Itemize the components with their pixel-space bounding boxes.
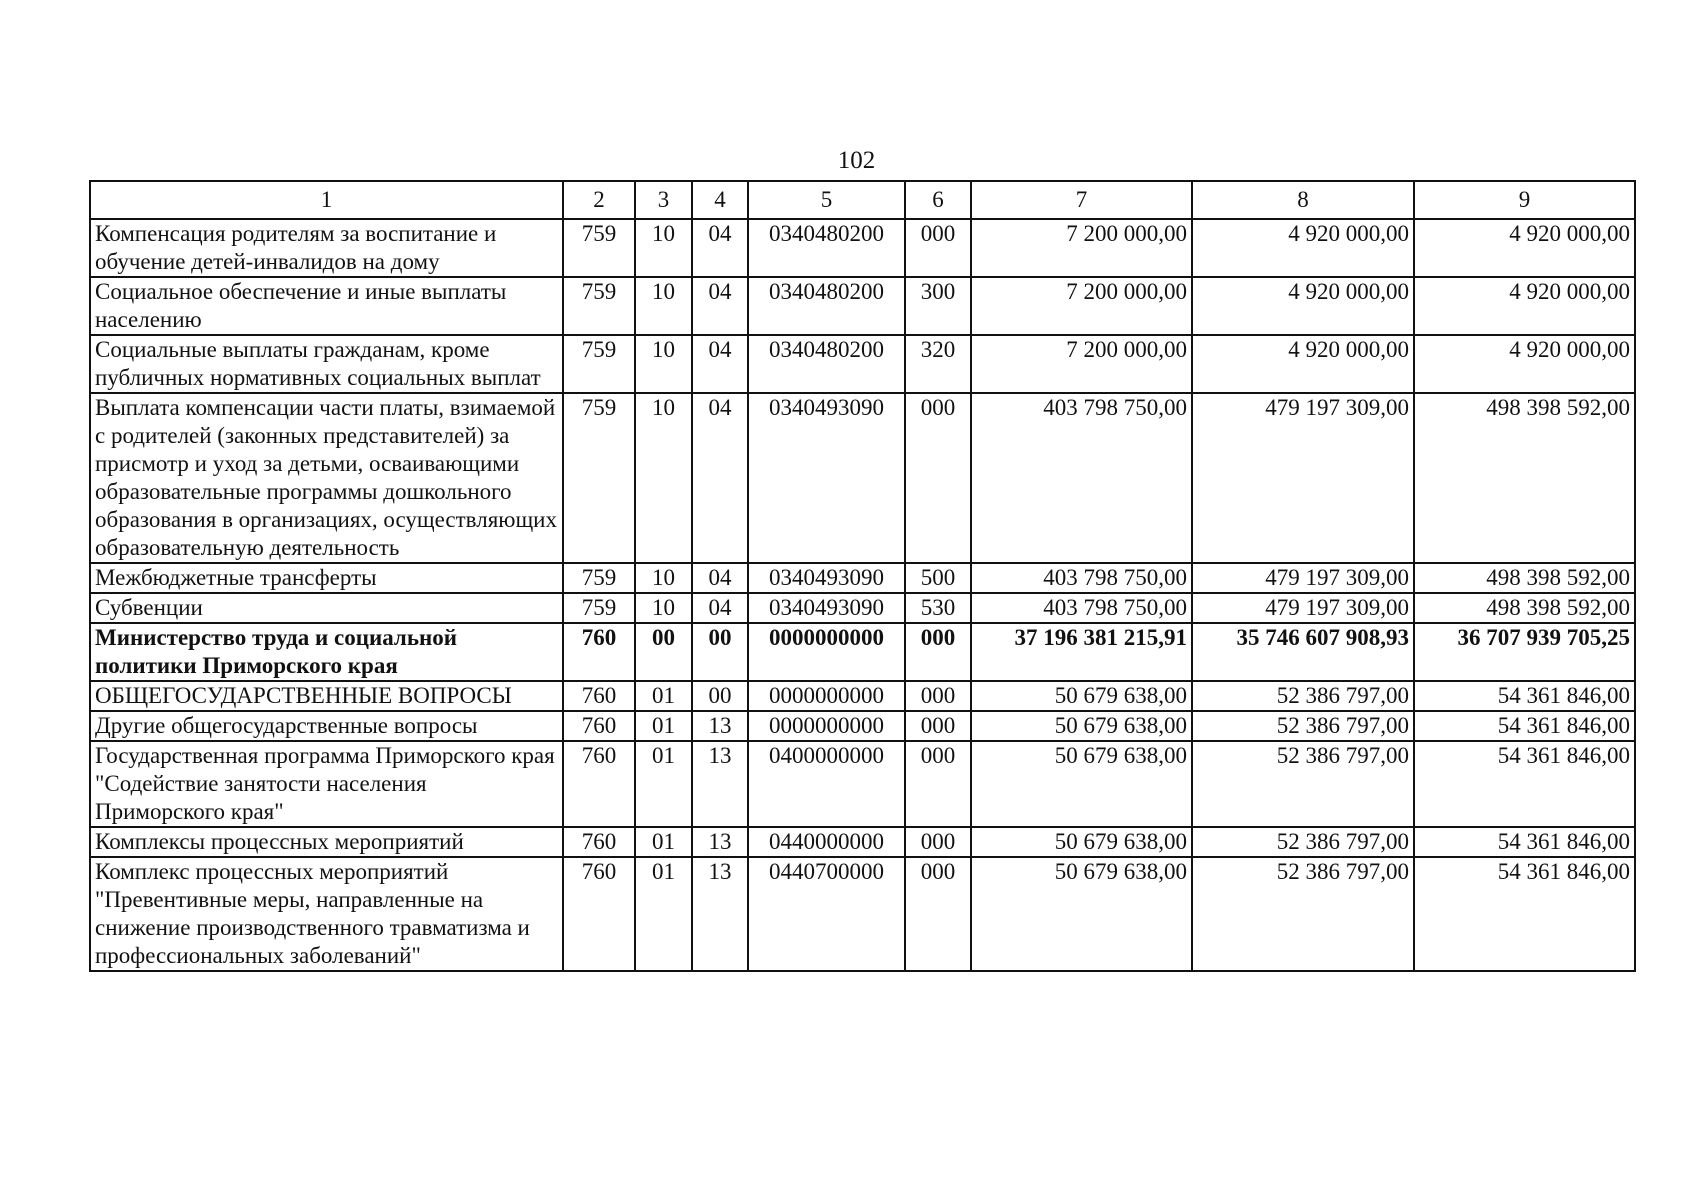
row-code-cell: 759 [563, 219, 635, 277]
row-code-cell: 10 [635, 593, 692, 623]
row-amount-cell: 4 920 000,00 [1414, 277, 1635, 335]
row-amount-cell: 7 200 000,00 [971, 219, 1192, 277]
row-code-cell: 0440700000 [748, 857, 905, 971]
row-code-cell: 0000000000 [748, 681, 905, 711]
row-code-cell: 0400000000 [748, 741, 905, 827]
row-code-cell: 00 [635, 623, 692, 681]
row-code-cell: 01 [635, 741, 692, 827]
row-code-cell: 500 [905, 563, 971, 593]
column-header: 1 [90, 181, 563, 219]
table-row [90, 741, 1635, 827]
row-code-cell: 00 [692, 623, 748, 681]
row-code-cell: 320 [905, 335, 971, 393]
row-amount-cell: 403 798 750,00 [971, 593, 1192, 623]
row-amount-cell: 4 920 000,00 [1192, 219, 1414, 277]
column-header: 8 [1192, 181, 1414, 219]
row-amount-cell: 36 707 939 705,25 [1414, 623, 1635, 681]
row-code-cell: 0340493090 [748, 393, 905, 563]
table-row [90, 711, 1635, 741]
row-amount-cell: 403 798 750,00 [971, 393, 1192, 563]
row-code-cell: 530 [905, 593, 971, 623]
row-code-cell: 0340480200 [748, 335, 905, 393]
row-code-cell: 10 [635, 219, 692, 277]
row-code-cell: 10 [635, 393, 692, 563]
table-row [90, 593, 1635, 623]
page-number: 102 [837, 147, 876, 174]
row-amount-cell: 4 920 000,00 [1192, 277, 1414, 335]
table-row [90, 857, 1635, 971]
row-code-cell: 0440000000 [748, 827, 905, 857]
row-amount-cell: 52 386 797,00 [1192, 857, 1414, 971]
table-row [90, 623, 1635, 681]
row-code-cell: 04 [692, 593, 748, 623]
row-name-cell: Выплата компенсации части платы, взимаемой с родителей (законных представителей) за присмотр и уход за детьми, осваивающими образовательные программы дошкольного образования в организациях, осуществляющих образовательную деятельность [90, 393, 563, 563]
row-code-cell: 000 [905, 623, 971, 681]
row-code-cell: 759 [563, 277, 635, 335]
row-amount-cell: 4 920 000,00 [1414, 219, 1635, 277]
header-row [90, 181, 1635, 219]
row-code-cell: 13 [692, 711, 748, 741]
row-code-cell: 13 [692, 857, 748, 971]
row-code-cell: 01 [635, 827, 692, 857]
row-amount-cell: 52 386 797,00 [1192, 711, 1414, 741]
row-code-cell: 0000000000 [748, 711, 905, 741]
row-amount-cell: 52 386 797,00 [1192, 741, 1414, 827]
row-code-cell: 760 [563, 681, 635, 711]
row-code-cell: 000 [905, 393, 971, 563]
row-name-cell: Комплекс процессных мероприятий "Превентивные меры, направленные на снижение производственного травматизма и профессиональных заболеваний" [90, 857, 563, 971]
row-code-cell: 000 [905, 219, 971, 277]
row-code-cell: 10 [635, 277, 692, 335]
row-amount-cell: 7 200 000,00 [971, 335, 1192, 393]
column-header: 3 [635, 181, 692, 219]
row-amount-cell: 54 361 846,00 [1414, 681, 1635, 711]
row-amount-cell: 4 920 000,00 [1192, 335, 1414, 393]
row-code-cell: 04 [692, 335, 748, 393]
row-code-cell: 13 [692, 741, 748, 827]
column-header: 2 [563, 181, 635, 219]
row-code-cell: 000 [905, 857, 971, 971]
row-name-cell: Субвенции [90, 593, 563, 623]
row-amount-cell: 52 386 797,00 [1192, 827, 1414, 857]
row-code-cell: 759 [563, 393, 635, 563]
row-amount-cell: 50 679 638,00 [971, 741, 1192, 827]
row-code-cell: 000 [905, 827, 971, 857]
row-name-cell: Социальные выплаты гражданам, кроме публичных нормативных социальных выплат [90, 335, 563, 393]
row-code-cell: 01 [635, 681, 692, 711]
row-code-cell: 0340493090 [748, 593, 905, 623]
row-amount-cell: 50 679 638,00 [971, 857, 1192, 971]
row-amount-cell: 54 361 846,00 [1414, 741, 1635, 827]
row-name-cell: Компенсация родителям за воспитание и обучение детей-инвалидов на дому [90, 219, 563, 277]
row-code-cell: 01 [635, 711, 692, 741]
row-code-cell: 00 [692, 681, 748, 711]
row-code-cell: 000 [905, 681, 971, 711]
row-code-cell: 760 [563, 827, 635, 857]
table-row [90, 563, 1635, 593]
row-code-cell: 760 [563, 623, 635, 681]
row-code-cell: 300 [905, 277, 971, 335]
row-amount-cell: 35 746 607 908,93 [1192, 623, 1414, 681]
row-code-cell: 04 [692, 393, 748, 563]
row-code-cell: 760 [563, 857, 635, 971]
table-row [90, 335, 1635, 393]
table-row [90, 393, 1635, 563]
row-amount-cell: 54 361 846,00 [1414, 857, 1635, 971]
row-amount-cell: 479 197 309,00 [1192, 393, 1414, 563]
row-amount-cell: 7 200 000,00 [971, 277, 1192, 335]
row-amount-cell: 479 197 309,00 [1192, 593, 1414, 623]
row-code-cell: 000 [905, 741, 971, 827]
row-amount-cell: 52 386 797,00 [1192, 681, 1414, 711]
row-amount-cell: 403 798 750,00 [971, 563, 1192, 593]
row-code-cell: 01 [635, 857, 692, 971]
row-code-cell: 04 [692, 219, 748, 277]
row-code-cell: 0340480200 [748, 219, 905, 277]
row-code-cell: 0340480200 [748, 277, 905, 335]
row-amount-cell: 498 398 592,00 [1414, 563, 1635, 593]
row-amount-cell: 54 361 846,00 [1414, 711, 1635, 741]
row-code-cell: 04 [692, 277, 748, 335]
row-code-cell: 760 [563, 741, 635, 827]
row-name-cell: Межбюджетные трансферты [90, 563, 563, 593]
column-header: 4 [692, 181, 748, 219]
row-code-cell: 759 [563, 563, 635, 593]
row-amount-cell: 479 197 309,00 [1192, 563, 1414, 593]
row-amount-cell: 50 679 638,00 [971, 681, 1192, 711]
row-code-cell: 0340493090 [748, 563, 905, 593]
row-amount-cell: 4 920 000,00 [1414, 335, 1635, 393]
column-header: 9 [1414, 181, 1635, 219]
row-name-cell: Социальное обеспечение и иные выплаты населению [90, 277, 563, 335]
row-name-cell: ОБЩЕГОСУДАРСТВЕННЫЕ ВОПРОСЫ [90, 681, 563, 711]
row-code-cell: 13 [692, 827, 748, 857]
row-name-cell: Комплексы процессных мероприятий [90, 827, 563, 857]
row-name-cell: Другие общегосударственные вопросы [90, 711, 563, 741]
row-name-cell: Государственная программа Приморского края "Содействие занятости населения Приморского края" [90, 741, 563, 827]
column-header: 6 [905, 181, 971, 219]
column-header: 5 [748, 181, 905, 219]
budget-table [89, 180, 1636, 972]
row-code-cell: 0000000000 [748, 623, 905, 681]
table-row [90, 277, 1635, 335]
table-row [90, 681, 1635, 711]
row-amount-cell: 498 398 592,00 [1414, 593, 1635, 623]
row-name-cell: Министерство труда и социальной политики Приморского края [90, 623, 563, 681]
row-code-cell: 04 [692, 563, 748, 593]
row-code-cell: 000 [905, 711, 971, 741]
row-code-cell: 759 [563, 593, 635, 623]
table-row [90, 219, 1635, 277]
row-code-cell: 760 [563, 711, 635, 741]
row-amount-cell: 498 398 592,00 [1414, 393, 1635, 563]
row-amount-cell: 50 679 638,00 [971, 827, 1192, 857]
row-code-cell: 10 [635, 563, 692, 593]
row-amount-cell: 54 361 846,00 [1414, 827, 1635, 857]
row-code-cell: 10 [635, 335, 692, 393]
table-row [90, 827, 1635, 857]
row-amount-cell: 50 679 638,00 [971, 711, 1192, 741]
row-code-cell: 759 [563, 335, 635, 393]
row-amount-cell: 37 196 381 215,91 [971, 623, 1192, 681]
column-header: 7 [971, 181, 1192, 219]
